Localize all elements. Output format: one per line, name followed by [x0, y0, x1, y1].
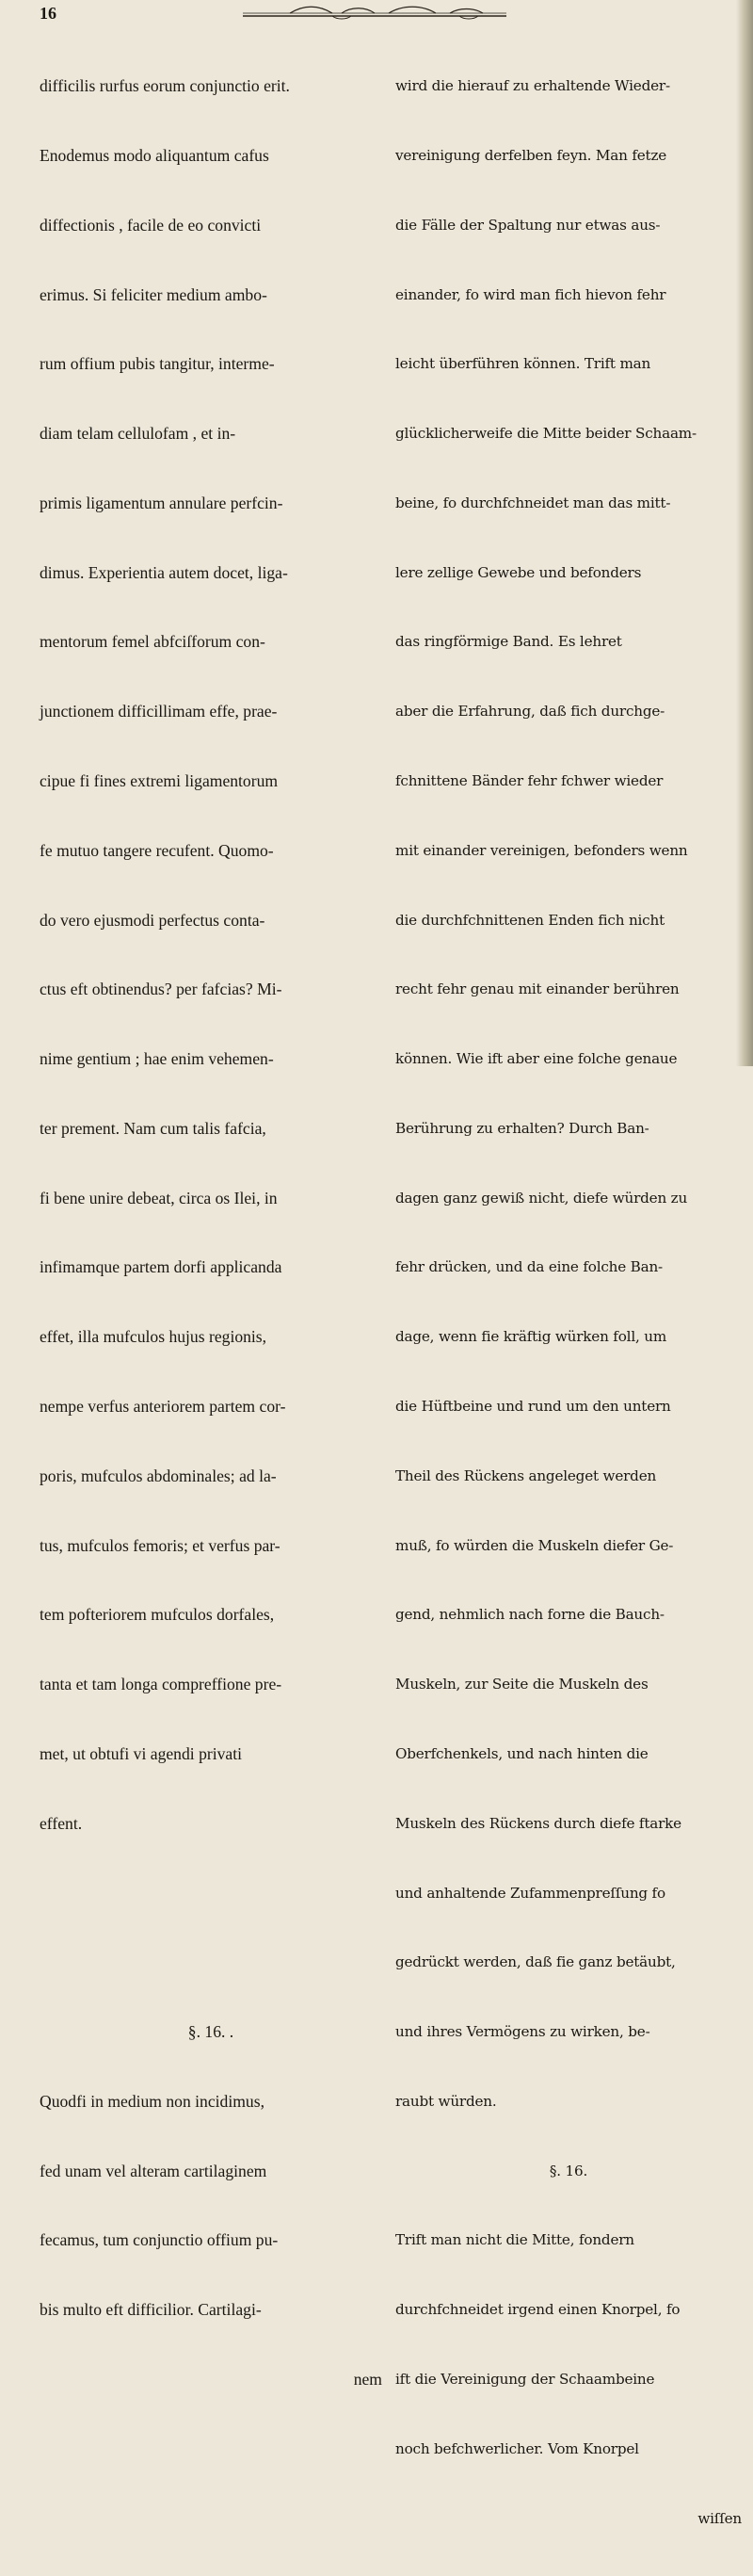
text-line: tem pofteriorem mufculos dorfales, [40, 1605, 275, 1625]
text-line: und anhaltende Zufammenpreſſung fo [395, 1884, 665, 1902]
text-line: dage, wenn fie kräftig würken foll, um [395, 1328, 667, 1346]
text-line: gend, nehmlich nach forne die Bauch- [395, 1606, 665, 1624]
text-line: aber die Erfahrung, daß fich durchge- [395, 703, 665, 721]
text-line: fehr drücken, und da eine folche Ban- [395, 1258, 663, 1276]
text-line: raubt würden. [395, 2092, 497, 2110]
text-line: junctionem difficillimam effe, prae- [40, 702, 278, 721]
text-line: nime gentium ; hae enim vehemen- [40, 1049, 274, 1069]
text-line: diam telam cellulofam , et in- [40, 424, 236, 444]
text-line: Quodfi in medium non incidimus, [40, 2091, 264, 2111]
text-line: dagen ganz gewiß nicht, diefe würden zu [395, 1189, 688, 1207]
text-line: mit einander vereinigen, befonders wenn [395, 841, 688, 859]
page-number: 16 [40, 4, 56, 23]
text-line: die durchfchnittenen Enden fich nicht [395, 911, 665, 929]
text-line: ter prement. Nam cum talis fafcia, [40, 1118, 266, 1138]
text-line: lere zellige Gewebe und befonders [395, 563, 642, 581]
text-line: und ihres Vermögens zu wirken, be- [395, 2023, 650, 2041]
text-line: Berührung zu erhalten? Durch Ban- [395, 1119, 649, 1137]
text-line: noch befchwerlicher. Vom Knorpel [395, 2439, 639, 2457]
text-line: do vero ejusmodi perfectus conta- [40, 910, 265, 930]
text-line: Trift man nicht die Mitte, fondern [395, 2231, 634, 2249]
text-line: Muskeln des Rückens durch diefe ftarke [395, 1814, 681, 1832]
text-line: tus, mufculos femoris; et verfus par- [40, 1535, 280, 1555]
section-heading: §. 16. . [187, 2022, 234, 2042]
catchword: nem [353, 2369, 382, 2389]
text-line: fed unam vel alteram cartilaginem [40, 2161, 267, 2180]
latin-text-column [40, 28, 382, 2438]
text-line: Muskeln, zur Seite die Muskeln des [395, 1676, 649, 1693]
text-line: glücklicherweife die Mitte beider Schaam- [395, 425, 697, 443]
german-text-column [395, 28, 742, 2576]
decorative-rule-ornament [233, 3, 516, 20]
text-line: Theil des Rückens angeleget werden [395, 1466, 657, 1484]
text-line: wird die hierauf zu erhaltende Wieder- [395, 77, 670, 95]
text-line: können. Wie ift aber eine folche genaue [395, 1050, 678, 1068]
text-line: die Fälle der Spaltung nur etwas aus- [395, 216, 661, 234]
text-line: cipue fi fines extremi ligamentorum [40, 771, 279, 790]
text-line: bis multo eft difficilior. Cartilagi- [40, 2300, 262, 2320]
text-line: diffectionis , facile de eo convicti [40, 215, 262, 235]
text-line: poris, mufculos abdominales; ad la- [40, 1466, 277, 1485]
text-line: Oberfchenkels, und nach hinten die [395, 1744, 649, 1762]
text-line: ctus eft obtinendus? per fafcias? Mi- [40, 980, 282, 999]
text-line: primis ligamentum annulare perfcin- [40, 493, 283, 512]
text-line: fecamus, tum conjunctio offium pu- [40, 2230, 279, 2250]
section-heading: §. 16. [549, 2162, 588, 2179]
text-line: fi bene unire debeat, circa os Ilei, in [40, 1188, 278, 1207]
text-line: recht fehr genau mit einander berühren [395, 980, 680, 998]
text-line: das ringförmige Band. Es lehret [395, 633, 622, 651]
text-line: fe mutuo tangere recufent. Quomo- [40, 840, 274, 860]
text-line: effet, illa mufculos hujus regionis, [40, 1327, 267, 1347]
text-line: durchfchneidet irgend einen Knorpel, fo [395, 2301, 681, 2319]
text-line: erimus. Si feliciter medium ambo- [40, 284, 267, 304]
text-line: die Hüftbeine und rund um den untern [395, 1398, 671, 1416]
text-line: beine, fo durchfchneidet man das mitt- [395, 494, 671, 511]
text-line: rum offium pubis tangitur, interme- [40, 354, 275, 374]
text-line: effent. [40, 1813, 83, 1833]
text-line: ift die Vereinigung der Schaambeine [395, 2370, 655, 2388]
text-line: muß, fo würden die Muskeln diefer Ge- [395, 1536, 674, 1554]
text-line: nempe verfus anteriorem partem cor- [40, 1397, 286, 1417]
spacer [40, 1951, 382, 1974]
text-line: Enodemus modo aliquantum cafus [40, 145, 269, 165]
text-line: tanta et tam longa compreffione pre- [40, 1675, 282, 1694]
text-line: einander, fo wird man fich hievon fehr [395, 285, 666, 303]
text-line: dimus. Experientia autem docet, liga- [40, 562, 288, 582]
text-line: leicht überführen können. Trift man [395, 355, 651, 373]
text-line: fchnittene Bänder fehr fchwer wieder [395, 772, 664, 789]
text-line: gedrückt werden, daß fie ganz betäubt, [395, 1953, 676, 1971]
text-line: infimamque partem dorfi applicanda [40, 1257, 282, 1277]
catchword: wiſſen [697, 2509, 742, 2527]
text-line: mentorum femel abfciſforum con- [40, 632, 265, 652]
text-line: met, ut obtufi vi agendi privati [40, 1743, 242, 1763]
text-line: vereinigung derfelben feyn. Man fetze [395, 146, 667, 164]
text-line: difficilis rurfus eorum conjunctio erit. [40, 76, 290, 96]
spacer [40, 1882, 382, 1905]
